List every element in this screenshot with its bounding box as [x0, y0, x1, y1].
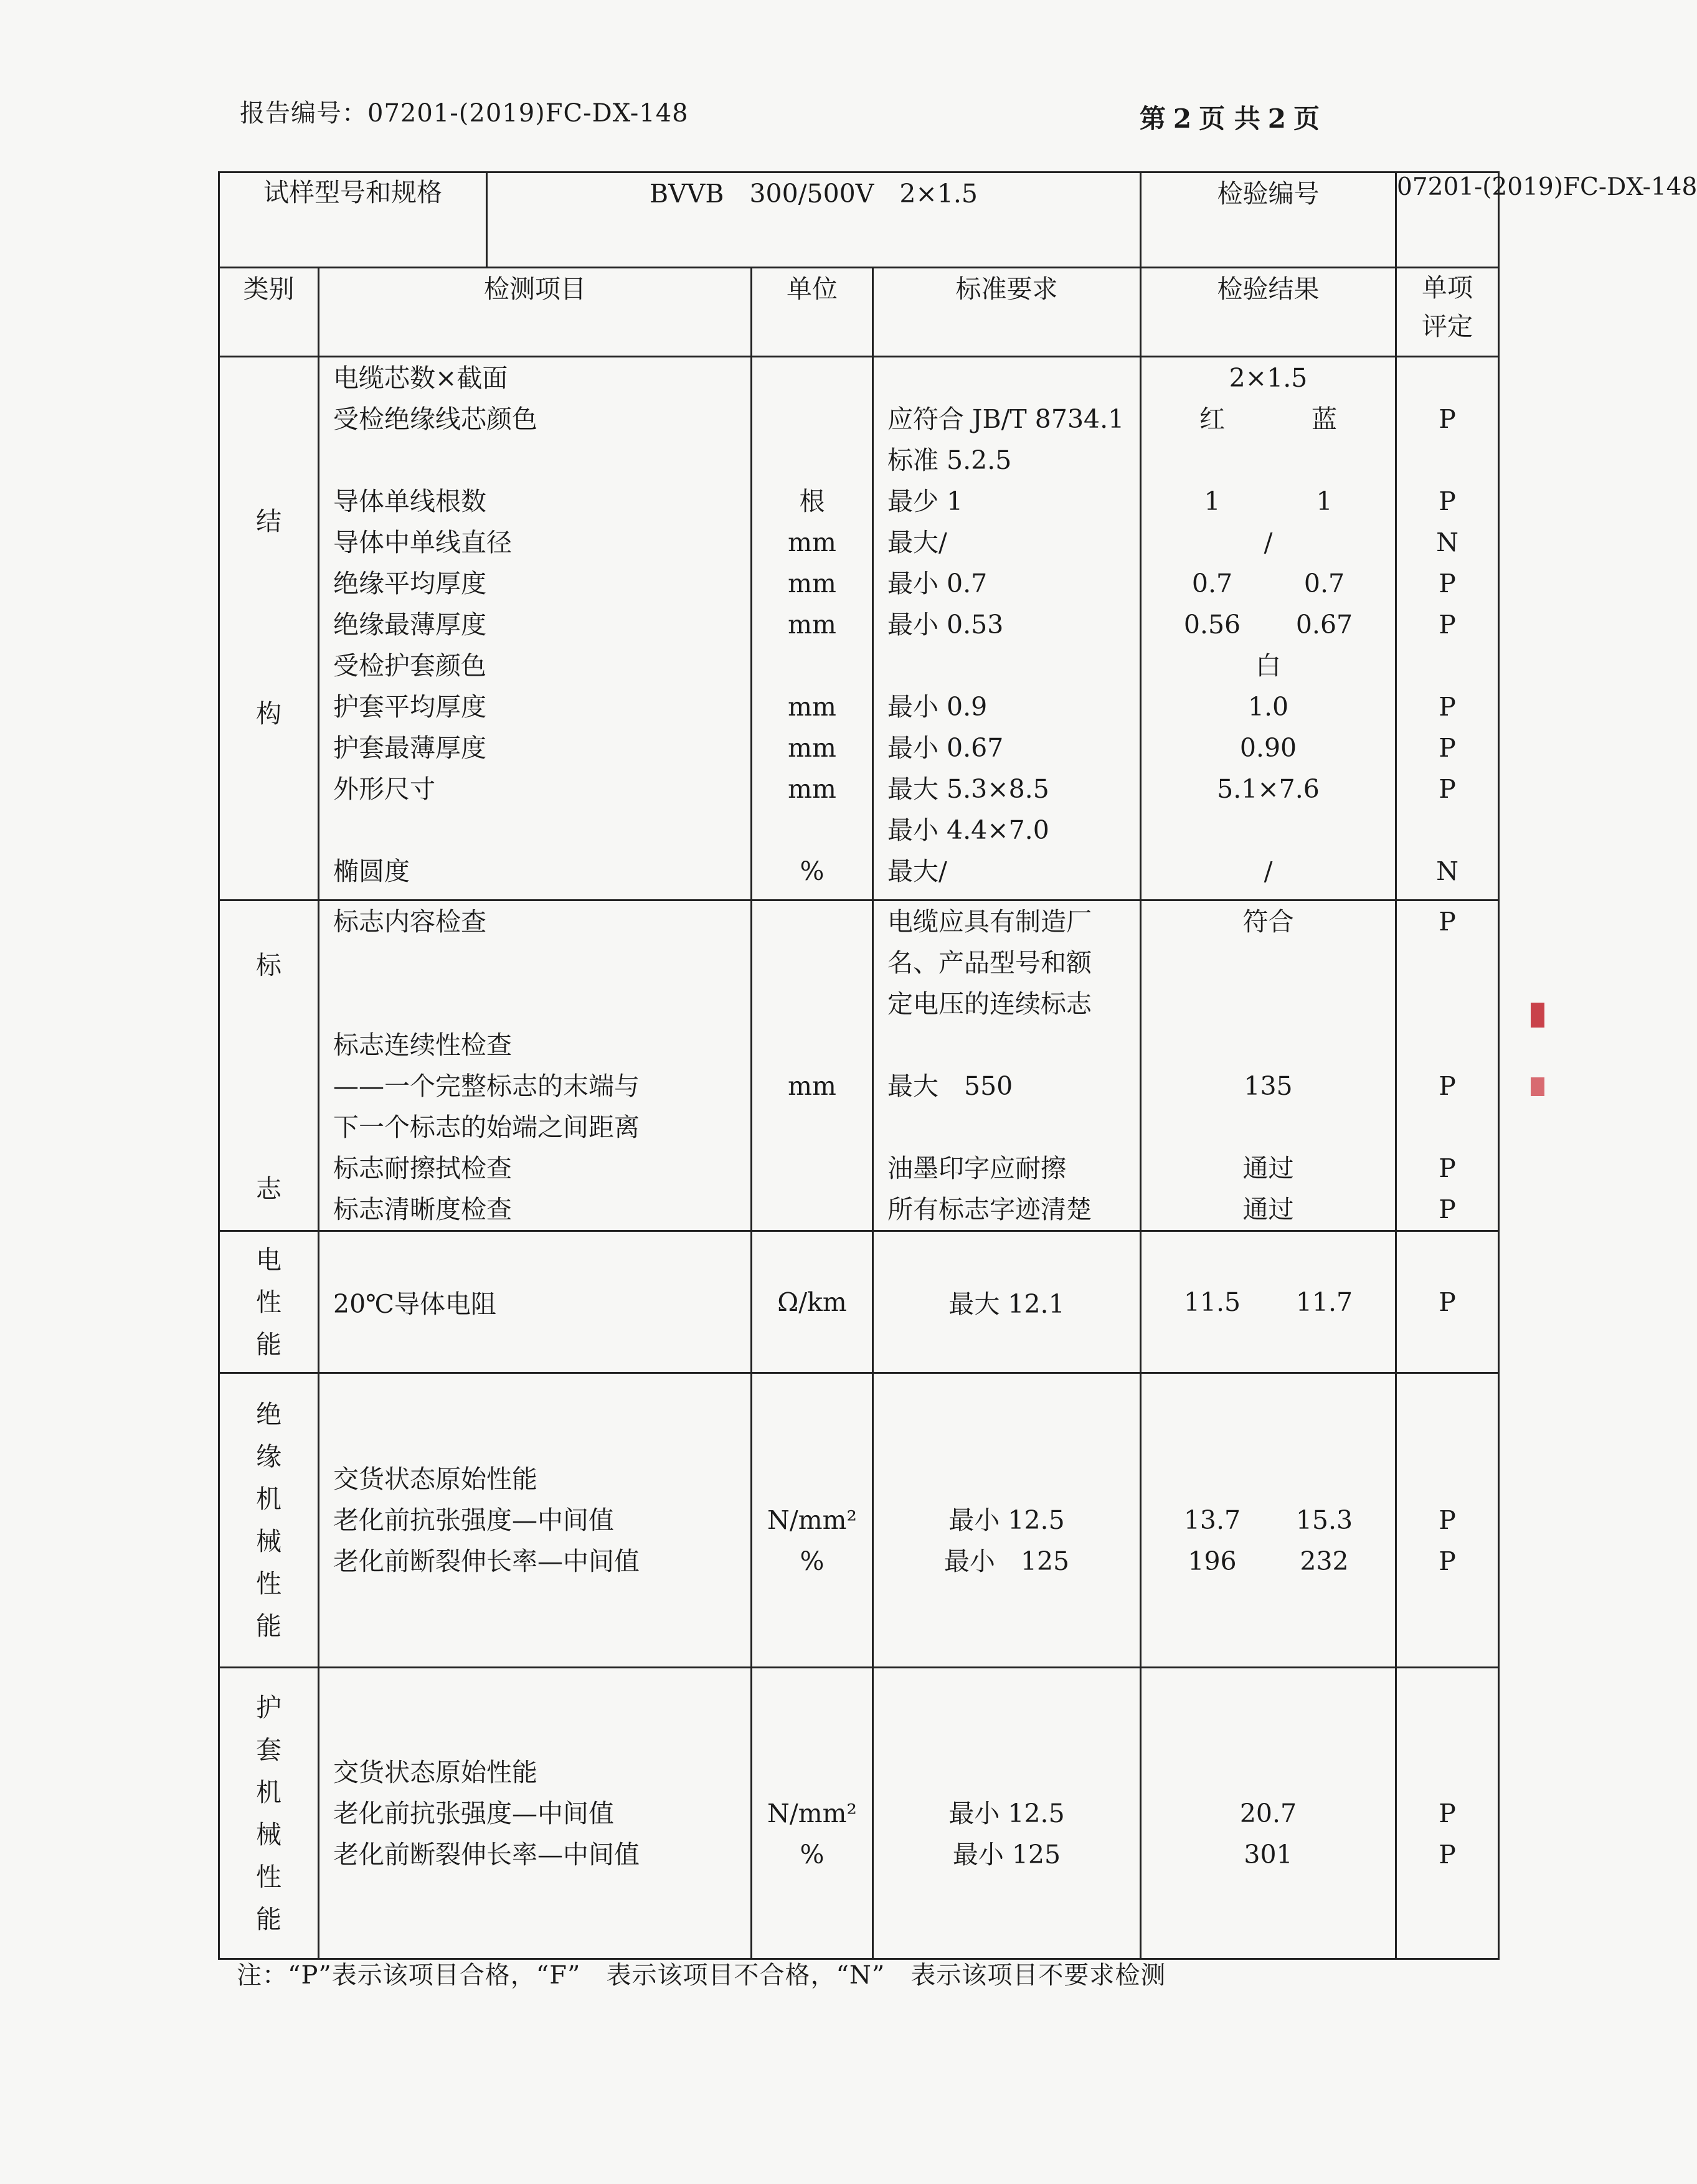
sheath-verdict	[1397, 1752, 1498, 1793]
marking-unit	[752, 942, 872, 983]
marking-verdict	[1397, 1107, 1498, 1148]
sheath-verdict: P	[1439, 1839, 1456, 1870]
insulation-item: 交货状态原始性能	[333, 1464, 537, 1494]
category-char: 机	[256, 1484, 281, 1514]
insulation-units	[752, 1373, 873, 1668]
structure-result: 2×1.5	[1229, 363, 1308, 393]
inspection-table	[218, 171, 1697, 1960]
report-number: 报告编号：07201-(2019)FC-DX-148	[240, 99, 689, 128]
col-verdict: 单项评定	[1396, 268, 1499, 357]
structure-standard: 最小 0.7	[887, 569, 988, 598]
col-standard: 标准要求	[873, 268, 1141, 357]
marking-item: ——一个完整标志的末端与	[333, 1071, 640, 1101]
structure-result: 红 蓝	[1199, 404, 1337, 434]
sheath-mech-section	[219, 1668, 1499, 1959]
marking-unit: mm	[788, 1071, 836, 1101]
marking-result: 通过	[1242, 1153, 1294, 1183]
marking-standard: 油墨印字应耐擦	[887, 1153, 1066, 1183]
structure-unit: mm	[788, 569, 836, 598]
structure-verdict	[1397, 357, 1498, 399]
category-char: 能	[256, 1904, 281, 1934]
marking-units	[752, 901, 873, 1231]
insulation-verdicts	[1396, 1373, 1499, 1668]
structure-unit	[752, 357, 872, 399]
structure-verdict	[1397, 440, 1498, 481]
sheath-item: 老化前抗张强度—中间值	[333, 1798, 614, 1828]
structure-standard: 标准 5.2.5	[887, 445, 1012, 475]
structure-item	[319, 810, 750, 851]
insulation-standard	[874, 1458, 1140, 1500]
insulation-result	[1142, 1458, 1395, 1500]
insulation-result: 196 232	[1188, 1546, 1349, 1576]
structure-unit	[752, 440, 872, 481]
marking-result: 通过	[1242, 1194, 1294, 1224]
structure-item: 护套平均厚度	[333, 692, 486, 722]
sample-info-row	[219, 173, 1499, 268]
sheath-result: 301	[1244, 1839, 1293, 1870]
structure-result	[1142, 440, 1395, 481]
category-char: 性	[256, 1861, 281, 1892]
structure-verdict: P	[1439, 692, 1456, 722]
structure-standard: 最小 0.9	[887, 692, 988, 722]
marking-standard: 最大 550	[887, 1071, 1013, 1101]
structure-unit: 根	[799, 486, 825, 516]
marking-item: 标志连续性检查	[333, 1030, 512, 1060]
marking-verdict: P	[1439, 1194, 1456, 1224]
structure-unit: mm	[788, 733, 836, 763]
category-electrical	[219, 1231, 319, 1373]
sheath-verdicts	[1396, 1668, 1499, 1959]
structure-result: 0.7 0.7	[1191, 569, 1345, 598]
column-header-row	[219, 268, 1499, 357]
category-char: 械	[256, 1819, 281, 1850]
col-item: 检测项目	[319, 268, 752, 357]
sheath-standard: 最小 125	[952, 1839, 1061, 1870]
marking-items	[319, 901, 752, 1231]
marking-unit	[752, 1148, 872, 1189]
marking-item: 标志清晰度检查	[333, 1194, 512, 1224]
marking-unit	[752, 1024, 872, 1066]
structure-unit: %	[800, 856, 825, 886]
electrical-item: 20℃导体电阻	[319, 1231, 752, 1373]
inspect-value: 07201-(2019)FC-DX-148	[1396, 173, 1499, 268]
marking-verdicts	[1396, 901, 1499, 1231]
col-result: 检验结果	[1141, 268, 1396, 357]
structure-verdict: N	[1436, 527, 1458, 557]
marking-verdict	[1397, 1024, 1498, 1066]
structure-unit: mm	[788, 527, 836, 557]
model-label: 试样型号和规格	[219, 173, 487, 268]
structure-standards	[873, 357, 1141, 901]
category-structure: 结 构	[219, 357, 319, 901]
insulation-unit: %	[800, 1546, 825, 1576]
structure-verdict: P	[1439, 610, 1456, 640]
marking-item: 标志耐擦拭检查	[333, 1153, 512, 1183]
marking-unit	[752, 983, 872, 1024]
structure-unit: mm	[788, 774, 836, 804]
structure-standard: 最大/	[887, 856, 947, 886]
structure-section	[219, 357, 1499, 901]
marking-result	[1142, 983, 1395, 1024]
structure-standard: 最大 5.3×8.5	[887, 774, 1049, 804]
structure-item: 受检护套颜色	[333, 651, 486, 681]
col-category: 类别	[219, 268, 319, 357]
structure-verdict: N	[1436, 856, 1458, 886]
page-indicator: 第 2 页 共 2 页	[1139, 103, 1320, 134]
category-char: 能	[256, 1611, 281, 1641]
structure-standard	[874, 645, 1140, 686]
sheath-standard	[874, 1752, 1140, 1793]
category-marking: 标 志	[219, 901, 319, 1231]
category-char: 套	[256, 1734, 281, 1765]
category-sheath-mech	[219, 1668, 319, 1959]
structure-verdict: P	[1439, 774, 1456, 804]
insulation-item: 老化前断裂伸长率—中间值	[333, 1546, 640, 1576]
structure-verdict	[1397, 810, 1498, 851]
marking-standard: 名、产品型号和额	[887, 948, 1092, 978]
structure-item: 绝缘最薄厚度	[333, 610, 486, 640]
marking-result	[1142, 1107, 1395, 1148]
sheath-standard: 最小 12.5	[948, 1798, 1065, 1828]
structure-result: 0.90	[1239, 733, 1297, 763]
sheath-units	[752, 1668, 873, 1959]
col-unit: 单位	[752, 268, 873, 357]
marking-unit	[752, 1107, 872, 1148]
structure-units	[752, 357, 873, 901]
structure-verdicts	[1396, 357, 1499, 901]
marking-standards	[873, 901, 1141, 1231]
category-insulation-mech	[219, 1373, 319, 1668]
marking-item: 标志内容检查	[333, 907, 486, 937]
structure-unit	[752, 810, 872, 851]
structure-item: 导体中单线直径	[333, 527, 512, 557]
sheath-result	[1142, 1752, 1395, 1793]
marking-standard	[874, 1024, 1140, 1066]
sheath-results	[1141, 1668, 1396, 1959]
structure-item: 绝缘平均厚度	[333, 569, 486, 598]
category-char: 性	[256, 1287, 281, 1317]
marking-item	[319, 942, 750, 983]
structure-result: 0.56 0.67	[1183, 610, 1353, 640]
structure-verdict: P	[1439, 569, 1456, 598]
sheath-verdict: P	[1439, 1798, 1456, 1828]
structure-items	[319, 357, 752, 901]
structure-item: 电缆芯数×截面	[333, 363, 508, 393]
marking-standard: 定电压的连续标志	[887, 989, 1092, 1019]
category-char: 电	[256, 1244, 281, 1275]
structure-result	[1142, 810, 1395, 851]
electrical-standard: 最大 12.1	[873, 1231, 1141, 1373]
electrical-result: 11.5 11.7	[1141, 1231, 1396, 1373]
structure-standard: 最少 1	[887, 486, 963, 516]
marking-result: 符合	[1242, 907, 1294, 937]
marking-result	[1142, 1024, 1395, 1066]
sheath-result: 20.7	[1239, 1798, 1297, 1828]
structure-item: 受检绝缘线芯颜色	[333, 404, 537, 434]
structure-result: 1.0	[1247, 692, 1289, 722]
insulation-items	[319, 1373, 752, 1668]
category-char: 性	[256, 1569, 281, 1599]
structure-item	[319, 440, 750, 481]
structure-result: /	[1264, 527, 1273, 557]
marking-unit	[752, 901, 872, 942]
insulation-mech-section	[219, 1373, 1499, 1668]
insulation-unit: N/mm²	[767, 1505, 857, 1535]
structure-result: 1 1	[1204, 486, 1333, 516]
page-edge-stamp-mark	[1531, 1003, 1544, 1314]
model-value: BVVB 300/500V 2×1.5	[487, 173, 1141, 268]
sheath-unit: %	[800, 1839, 825, 1870]
structure-result: /	[1264, 856, 1273, 886]
structure-item: 外形尺寸	[333, 774, 435, 804]
sheath-items	[319, 1668, 752, 1959]
marking-verdict	[1397, 942, 1498, 983]
insulation-standard: 最小 125	[943, 1546, 1070, 1576]
sheath-unit	[752, 1752, 872, 1793]
structure-standard: 最大/	[887, 527, 947, 557]
category-char: 械	[256, 1526, 281, 1556]
marking-standard: 所有标志字迹清楚	[887, 1194, 1092, 1224]
structure-unit	[752, 645, 872, 686]
category-char: 机	[256, 1777, 281, 1807]
structure-item: 椭圆度	[333, 856, 410, 886]
insulation-result: 13.7 15.3	[1183, 1505, 1353, 1535]
marking-section	[219, 901, 1499, 1231]
insulation-unit	[752, 1458, 872, 1500]
insulation-standard: 最小 12.5	[948, 1505, 1065, 1535]
structure-standard: 最小 4.4×7.0	[887, 815, 1049, 845]
structure-unit: mm	[788, 692, 836, 722]
marking-item	[319, 983, 750, 1024]
insulation-verdict: P	[1439, 1505, 1456, 1535]
structure-standard: 最小 0.67	[887, 733, 1004, 763]
marking-item: 下一个标志的始端之间距离	[333, 1112, 640, 1142]
marking-standard	[874, 1107, 1140, 1148]
structure-unit	[752, 399, 872, 440]
structure-unit: mm	[788, 610, 836, 640]
structure-result: 5.1×7.6	[1217, 774, 1320, 804]
marking-unit	[752, 1189, 872, 1230]
marking-verdict: P	[1439, 1071, 1456, 1101]
category-char: 护	[256, 1692, 281, 1723]
footnote: 注：“P”表示该项目合格，“F” 表示该项目不合格，“N” 表示该项目不要求检测	[237, 1961, 1166, 1990]
marking-result	[1142, 942, 1395, 983]
structure-results	[1141, 357, 1396, 901]
structure-verdict: P	[1439, 486, 1456, 516]
insulation-results	[1141, 1373, 1396, 1668]
structure-verdict: P	[1439, 404, 1456, 434]
structure-standard: 应符合 JB/T 8734.1	[887, 404, 1125, 434]
marking-results	[1141, 901, 1396, 1231]
marking-verdict: P	[1439, 907, 1456, 937]
electrical-unit: Ω/km	[752, 1231, 873, 1373]
category-char: 缘	[256, 1442, 281, 1472]
structure-standard	[874, 357, 1140, 399]
insulation-verdict	[1397, 1458, 1498, 1500]
structure-result: 白	[1255, 651, 1281, 681]
sheath-standards	[873, 1668, 1141, 1959]
sheath-item: 交货状态原始性能	[333, 1757, 537, 1787]
insulation-verdict: P	[1439, 1546, 1456, 1576]
electrical-verdict: P	[1396, 1231, 1499, 1373]
category-char: 能	[256, 1329, 281, 1359]
structure-verdict: P	[1439, 733, 1456, 763]
marking-verdict: P	[1439, 1153, 1456, 1183]
category-char: 绝	[256, 1399, 281, 1429]
insulation-standards	[873, 1373, 1141, 1668]
marking-result: 135	[1244, 1071, 1293, 1101]
structure-verdict	[1397, 645, 1498, 686]
structure-item: 导体单线根数	[333, 486, 486, 516]
structure-item: 护套最薄厚度	[333, 733, 486, 763]
structure-standard: 最小 0.53	[887, 610, 1004, 640]
sheath-unit: N/mm²	[767, 1798, 857, 1828]
inspect-label: 检验编号	[1141, 173, 1396, 268]
electrical-section	[219, 1231, 1499, 1373]
marking-standard: 电缆应具有制造厂	[887, 907, 1092, 937]
sheath-item: 老化前断裂伸长率—中间值	[333, 1839, 640, 1870]
insulation-item: 老化前抗张强度—中间值	[333, 1505, 614, 1535]
marking-verdict	[1397, 983, 1498, 1024]
